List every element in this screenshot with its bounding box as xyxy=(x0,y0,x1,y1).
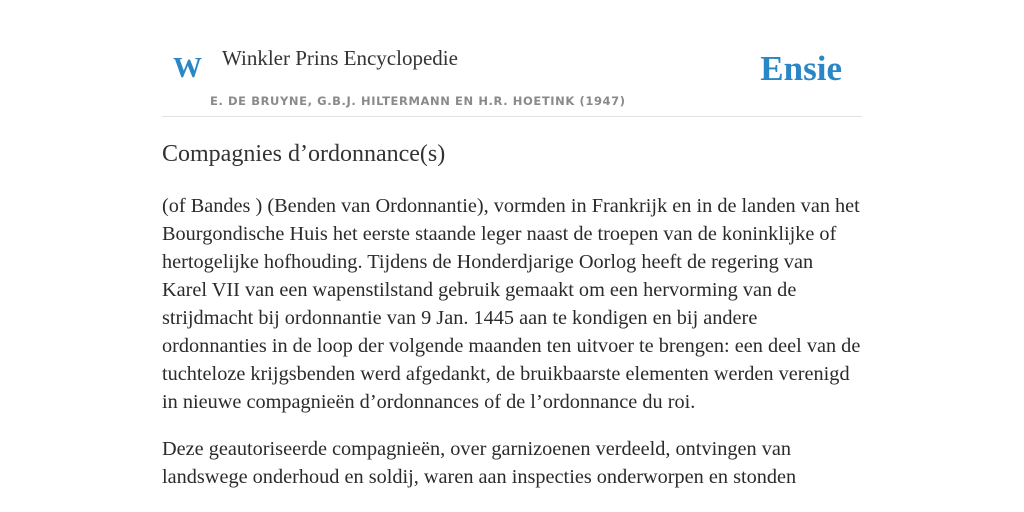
article-paragraph: Deze geautoriseerde compagnieën, over garnizoenen verdeeld, ontvingen van landswege onderhoud en soldij, waren aan inspecties onderworpen en stonden xyxy=(162,438,797,488)
article-body xyxy=(162,192,862,510)
article-paragraph: (of Bandes ) (Benden van Ordonnantie), vormden in Frankrijk en in de landen van het Bourgondische Huis het eerste staande leger naast de troepen van de koninklijke of hertogelijke hofhouding. Tijdens de Honderdjarige Oorlog heeft de regering van Karel VII van een wapenstilstand gebruik gemaakt om een hervorming van de strijdmacht bij ordonnantie van 9 Jan. 1445 aan te kondigen en bij andere ordonnanties in de loop der volgende maanden ten uitvoer te brengen: een deel van de tuchteloze krijgsbenden werd afgedankt, de bruikbaarste elementen werden verenigd in nieuwe compagnieën d’ordonnances of de l’ordonnance du roi. xyxy=(162,195,861,413)
publication-authors: E. DE BRUYNE, G.B.J. HILTERMANN EN H.R. HOETINK (1947) xyxy=(210,94,626,108)
article-page xyxy=(162,0,862,512)
publication-title[interactable]: Winkler Prins Encyclopedie xyxy=(222,46,458,70)
article-title: Compagnies d’ordonnance(s) xyxy=(162,141,446,167)
brand-logo[interactable]: Ensie xyxy=(760,49,842,88)
publication-logo[interactable]: W xyxy=(173,52,202,84)
header xyxy=(162,0,862,117)
